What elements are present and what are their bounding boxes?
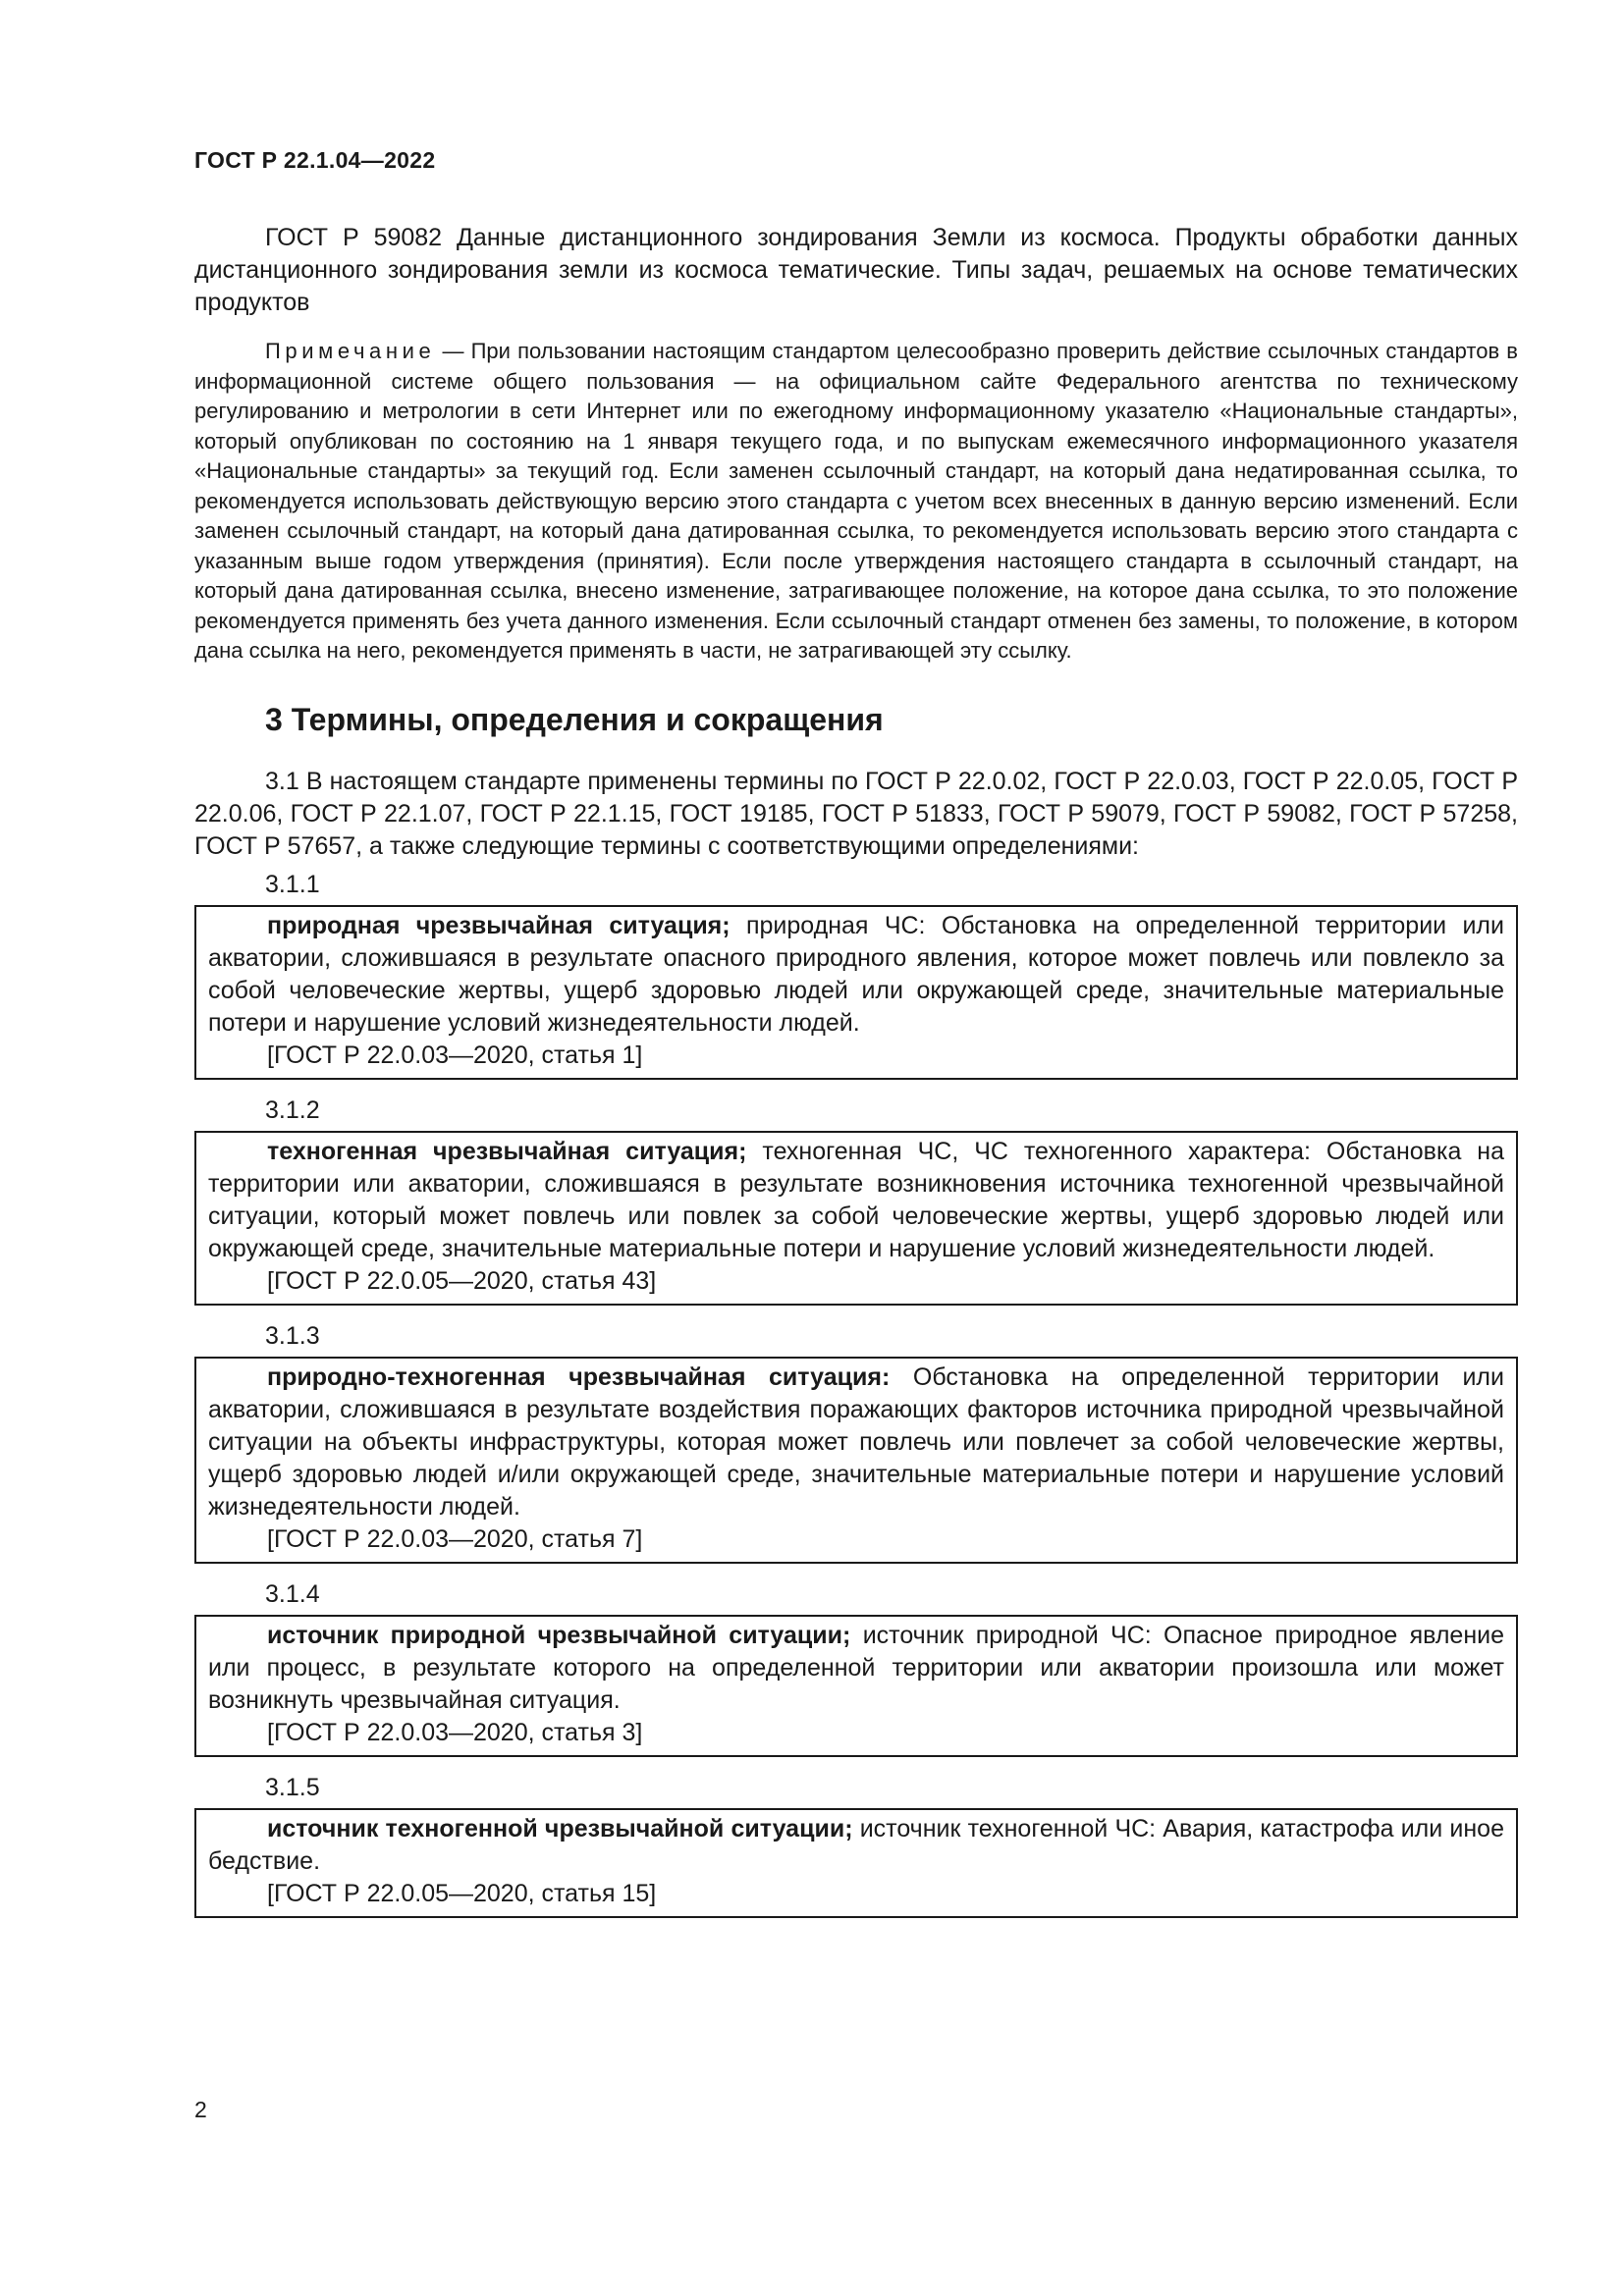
page-number: 2 xyxy=(194,2097,207,2122)
reference-entry: ГОСТ Р 59082 Данные дистанционного зондирования Земли из космоса. Продукты обработки данных дистанционного зондирования земли из космоса тематические. Типы задач, решаемых на основе тематических продуктов xyxy=(194,224,1518,316)
term-name: природная чрезвычайная ситуация; xyxy=(267,911,731,939)
term-name: природно-техногенная чрезвычайная ситуация: xyxy=(267,1362,891,1391)
term-name: техногенная чрезвычайная ситуация; xyxy=(267,1137,747,1165)
term-definition xyxy=(208,1620,1504,1717)
term-source: [ГОСТ Р 22.0.03—2020, статья 7] xyxy=(267,1524,643,1553)
term-definition-text: природная ЧС: Обстановка на определенной территории или акватории, сложившаяся в результате опасного природного явления, которое может повлечь или повлекло за собой человеческие жертвы, ущерб здоровью людей или окружающей среде, значительные материальные потери и нарушение условий жизнедеятельности людей. xyxy=(208,911,1504,1037)
term-definition-text: источник техногенной ЧС: Авария, катастрофа или иное бедствие. xyxy=(208,1814,1504,1875)
note-paragraph xyxy=(194,337,1518,667)
note-label: Примечание xyxy=(265,339,436,363)
term-number: 3.1.4 xyxy=(265,1579,320,1608)
term-source: [ГОСТ Р 22.0.05—2020, статья 15] xyxy=(267,1879,657,1907)
term-number: 3.1.5 xyxy=(265,1773,320,1801)
term-definition xyxy=(208,1813,1504,1878)
term-definition-text: источник природной ЧС: Опасное природное явление или процесс, в результате которого на определенной территории или акватории произошла или может возникнуть чрезвычайная ситуация. xyxy=(208,1621,1505,1714)
term-definition xyxy=(208,910,1504,1040)
term-box xyxy=(194,1357,1518,1564)
term-definition xyxy=(208,1136,1504,1265)
term-number: 3.1.2 xyxy=(265,1095,320,1124)
term-box xyxy=(194,1808,1518,1918)
term-box xyxy=(194,905,1518,1080)
term-number: 3.1.3 xyxy=(265,1321,320,1350)
note-text: — При пользовании настоящим стандартом целесообразно проверить действие ссылочных стандартов в информационной системе общего пользования — на официальном сайте Федерального агентства по техническому регулированию и метрологии в сети Интернет или по ежегодному информационному указателю «Национальные стандарты», который опубликован по состоянию на 1 января текущего года, и по выпускам ежемесячного информационного указателя «Национальные стандарты» за текущий год. Если заменен ссылочный стандарт, на который дана недатированная ссылка, то рекомендуется использовать действующую версию этого стандарта с учетом всех внесенных в данную версию изменений. Если заменен ссылочный стандарт, на который дана датированная ссылка, то рекомендуется использовать версию этого стандарта с указанным выше годом утверждения (принятия). Если после утверждения настоящего стандарта в ссылочный стандарт, на который дана датированная ссылка, внесено изменение, затрагивающее положение, на которое дана ссылка, то это положение рекомендуется применять без учета данного изменения. Если ссылочный стандарт отменен без замены, то положение, в котором дана ссылка на него, рекомендуется применять в части, не затрагивающей эту ссылку. xyxy=(194,339,1518,663)
section-intro: 3.1 В настоящем стандарте применены термины по ГОСТ Р 22.0.02, ГОСТ Р 22.0.03, ГОСТ Р 22.0.05, ГОСТ Р 22.0.06, ГОСТ Р 22.1.07, ГОСТ Р 22.1.15, ГОСТ 19185, ГОСТ Р 51833, ГОСТ Р 59079, ГОСТ Р 59082, ГОСТ Р 57258, ГОСТ Р 57657, а также следующие термины с соответствующими определениями: xyxy=(194,767,1518,860)
term-name: источник техногенной чрезвычайной ситуации; xyxy=(267,1814,853,1842)
document-header: ГОСТ Р 22.1.04—2022 xyxy=(194,147,436,173)
page-content xyxy=(194,222,1518,1933)
term-definition xyxy=(208,1362,1504,1523)
section-title: 3 Термины, определения и сокращения xyxy=(265,701,884,737)
term-number: 3.1.1 xyxy=(265,870,320,898)
term-name: источник природной чрезвычайной ситуации; xyxy=(267,1621,851,1649)
term-source: [ГОСТ Р 22.0.03—2020, статья 1] xyxy=(267,1041,643,1069)
term-source: [ГОСТ Р 22.0.03—2020, статья 3] xyxy=(267,1718,643,1746)
term-definition-text: техногенная ЧС, ЧС техногенного характера: Обстановка на территории или акватории, сложившаяся в результате возникновения источника техногенной чрезвычайной ситуации, который может повлечь или повлек за собой человеческие жертвы, ущерб здоровью людей или окружающей среде, значительные материальные потери и нарушение условий жизнедеятельности людей. xyxy=(208,1137,1504,1262)
term-box xyxy=(194,1131,1518,1306)
term-source: [ГОСТ Р 22.0.05—2020, статья 43] xyxy=(267,1266,657,1295)
term-box xyxy=(194,1615,1518,1757)
term-definition-text: Обстановка на определенной территории или акватории, сложившаяся в результате воздействия поражающих факторов источника природной чрезвычайной ситуации на объекты инфраструктуры, которая может повлечь или повлечет за собой человеческие жертвы, ущерб здоровью людей и/или окружающей среде, значительные материальные потери и нарушение условий жизнедеятельности людей. xyxy=(208,1362,1504,1521)
